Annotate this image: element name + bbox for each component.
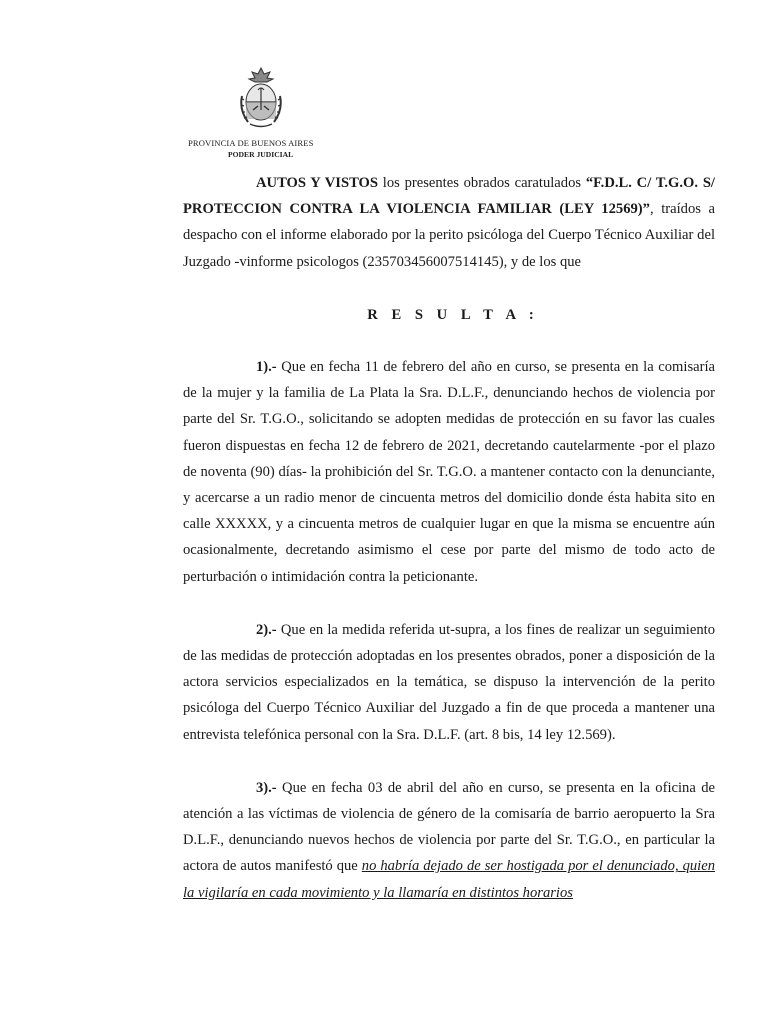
item-number: 2).- xyxy=(256,621,277,638)
document-body xyxy=(183,170,715,906)
section-heading: R E S U L T A : xyxy=(367,306,539,323)
item-2 xyxy=(183,617,715,748)
item-text: Que en fecha 11 de febrero del año en curso, se presenta en la comisaría de la mujer y la familia de La Plata la Sra. D.L.F., denunciando hechos de violencia por parte del Sr. T.G.O., solicitando se adopten medidas de protección en su favor las cuales fueron dispuestas en fecha 12 de febrero de 2021, decretando cautelarmente -por el plazo de noventa (90) días- la prohibición del Sr. T.G.O. a mantener contacto con la denunciante, y acercarse a un radio menor de cincuenta metros del domicilio donde ésta habita sito en calle XXXXX, y a cincuenta metros de cualquier lugar en que la misma se encuentre aún ocasionalmente, decretando asimismo el cese por parte del mismo de todo acto de perturbación o intimidación contra la peticionante. xyxy=(183,359,715,585)
emphasized-quote: no habría dejado de ser hostigada por el denunciado, quien la vigilaría en cada movimiento y la llamaría en distintos horarios xyxy=(183,858,715,901)
case-title: “F.D.L. C/ T.G.O. S/ PROTECCION CONTRA LA VIOLENCIA FAMILIAR (LEY 12569)” xyxy=(183,175,715,218)
item-number: 3).- xyxy=(256,779,277,796)
intro-text-cont: , traídos a despacho con el informe elaborado por la perito psicóloga del Cuerpo Técnico Auxiliar del Juzgado -vinforme psicologos (235703456007514145), y de los que xyxy=(183,201,715,270)
item-number: 1).- xyxy=(256,359,277,376)
coat-of-arms-icon xyxy=(236,66,286,132)
item-3 xyxy=(183,775,715,906)
intro-paragraph xyxy=(183,170,715,275)
intro-text: los presentes obrados caratulados xyxy=(378,175,586,191)
letterhead xyxy=(186,66,336,160)
province-name: PROVINCIA DE BUENOS AIRES xyxy=(188,138,314,148)
item-text: Que en fecha 03 de abril del año en curso, se presenta en la oficina de atención a las víctimas de violencia de género de la comisaría de barrio aeropuerto la Sra D.L.F., denunciando nuevos hechos de violencia por parte del Sr. T.G.O., en particular la actora de autos manifestó que xyxy=(183,779,715,875)
item-1 xyxy=(183,354,715,590)
judicial-branch: PODER JUDICIAL xyxy=(228,150,294,159)
item-text: Que en la medida referida ut-supra, a los fines de realizar un seguimiento de las medidas de protección adoptadas en los presentes obrados, poner a disposición de la actora servicios especializados en la temática, se dispuso la intervención de la perito psicóloga del Cuerpo Técnico Auxiliar del Juzgado a fin de que proceda a mantener una entrevista telefónica personal con la Sra. D.L.F. (art. 8 bis, 14 ley 12.569). xyxy=(183,621,715,743)
intro-lead: AUTOS Y VISTOS xyxy=(256,175,379,191)
